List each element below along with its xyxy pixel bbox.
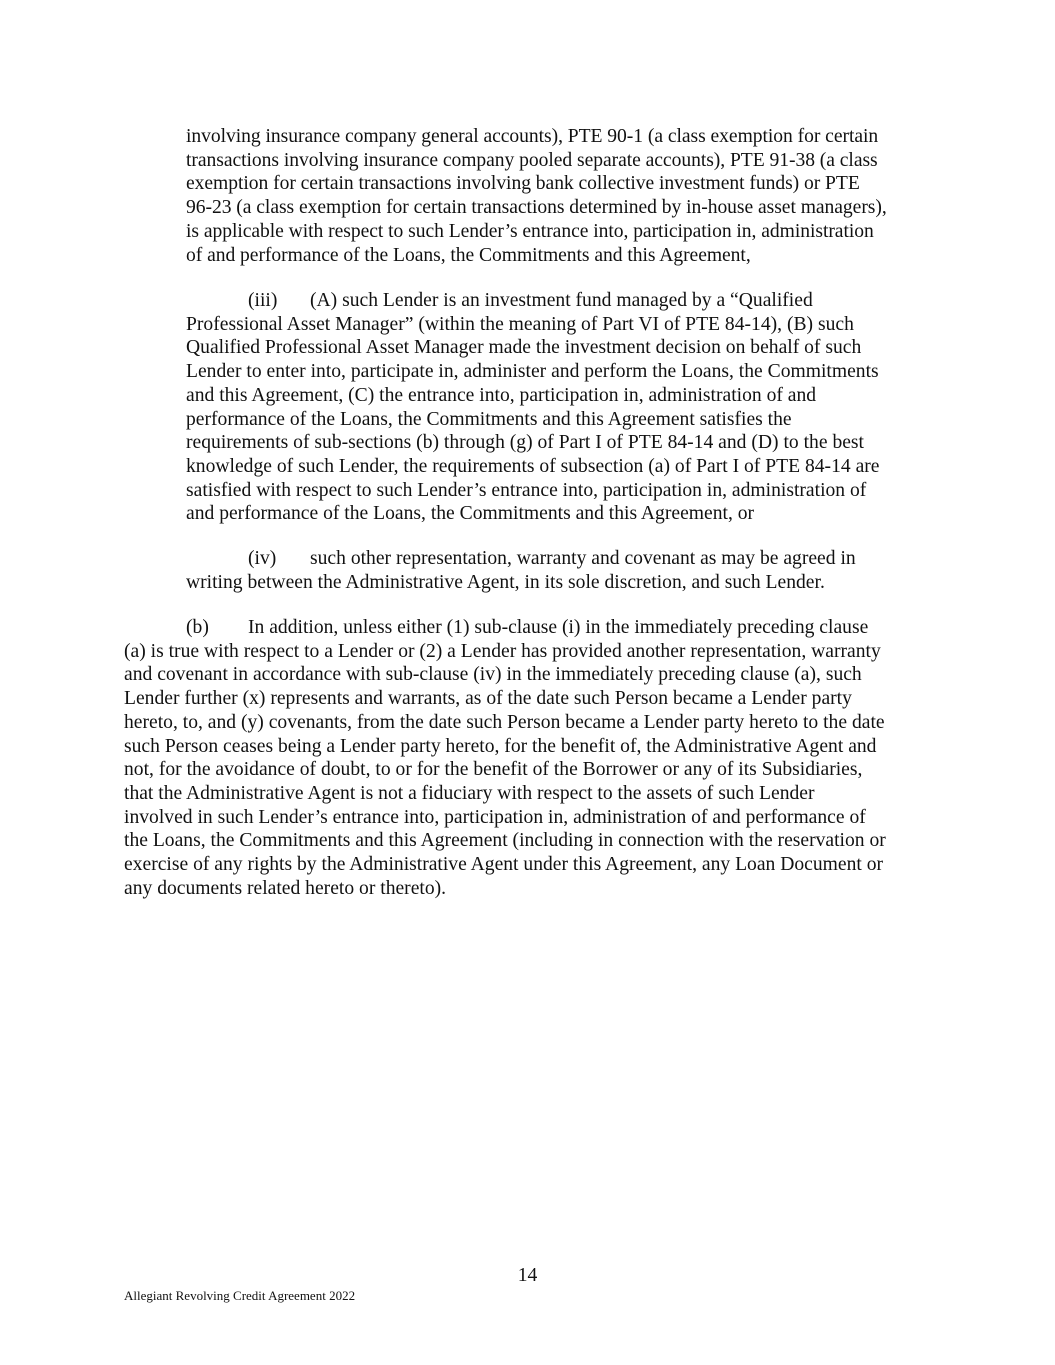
text-line: involving insurance company general accounts), PTE 90-1 (a class exemption for certain bbox=[186, 126, 879, 147]
paragraph-iv bbox=[186, 547, 856, 594]
text-line: 96-23 (a class exemption for certain transactions determined by in-house asset managers), bbox=[186, 197, 887, 219]
text-line: involved in such Lender’s entrance into, participation in, administration of and performance of bbox=[124, 806, 866, 828]
text-line: hereto, to, and (y) covenants, from the date such Person became a Lender party hereto to the date bbox=[124, 711, 885, 733]
clause-marker: (iv) bbox=[248, 548, 277, 569]
paragraph-a-continuation bbox=[186, 125, 887, 267]
text-line: the Loans, the Commitments and this Agreement (including in connection with the reservation or bbox=[124, 830, 886, 852]
text-line bbox=[124, 616, 886, 640]
paragraph-iii bbox=[186, 289, 879, 526]
text-line: exemption for certain transactions involving bank collective investment funds) or PTE bbox=[186, 173, 860, 195]
text-line: that the Administrative Agent is not a fiduciary with respect to the assets of such Lender bbox=[124, 782, 815, 804]
text-line: such Person ceases being a Lender party hereto, for the benefit of, the Administrative Agent and bbox=[124, 735, 877, 757]
text-line: and performance of the Loans, the Commitments and this Agreement, or bbox=[186, 503, 755, 525]
text-line: Professional Asset Manager” (within the meaning of Part VI of PTE 84-14), (B) such bbox=[186, 313, 854, 335]
text-line: satisfied with respect to such Lender’s entrance into, participation in, administration of bbox=[186, 479, 867, 501]
text-line: Qualified Professional Asset Manager made the investment decision on behalf of such bbox=[186, 337, 862, 359]
text-line: (a) is true with respect to a Lender or (2) a Lender has provided another representation, warranty bbox=[124, 640, 881, 662]
text-line bbox=[186, 289, 879, 313]
paragraph-b bbox=[124, 616, 886, 900]
text-line: not, for the avoidance of doubt, to or for the benefit of the Borrower or any of its Subsidiaries, bbox=[124, 759, 863, 781]
clause-text: In addition, unless either (1) sub-clause (i) in the immediately preceding clause bbox=[248, 617, 869, 638]
text-line bbox=[186, 547, 856, 571]
text-line: any documents related hereto or thereto). bbox=[124, 877, 447, 899]
page-number: 14 bbox=[517, 1265, 538, 1286]
text-line: transactions involving insurance company pooled separate accounts), PTE 91-38 (a class bbox=[186, 149, 878, 171]
text-line: exercise of any rights by the Administrative Agent under this Agreement, any Loan Document or bbox=[124, 854, 884, 876]
clause-marker: (iii) bbox=[248, 290, 278, 311]
clause-marker: (b) bbox=[186, 617, 209, 638]
text-line: Lender further (x) represents and warrants, as of the date such Person became a Lender party bbox=[124, 688, 852, 710]
text-line: knowledge of such Lender, the requirements of subsection (a) of Part I of PTE 84-14 are bbox=[186, 455, 880, 477]
text-line: Lender to enter into, participate in, administer and perform the Loans, the Commitments bbox=[186, 361, 879, 383]
footer-label: Allegiant Revolving Credit Agreement 2022 bbox=[124, 1288, 356, 1303]
text-line: and this Agreement, (C) the entrance into, participation in, administration of and bbox=[186, 384, 817, 406]
text-line: performance of the Loans, the Commitments and this Agreement satisfies the bbox=[186, 408, 792, 430]
clause-text: (A) such Lender is an investment fund managed by a “Qualified bbox=[310, 290, 813, 311]
text-line: writing between the Administrative Agent, in its sole discretion, and such Lender. bbox=[186, 571, 825, 593]
text-line: of and performance of the Loans, the Commitments and this Agreement, bbox=[186, 244, 751, 266]
clause-text: such other representation, warranty and covenant as may be agreed in bbox=[310, 548, 856, 569]
text-line: and covenant in accordance with sub-clause (iv) in the immediately preceding clause (a), such bbox=[124, 664, 862, 686]
text-line: requirements of sub-sections (b) through (g) of Part I of PTE 84-14 and (D) to the best bbox=[186, 432, 865, 454]
text-line: is applicable with respect to such Lender’s entrance into, participation in, administration bbox=[186, 220, 874, 242]
